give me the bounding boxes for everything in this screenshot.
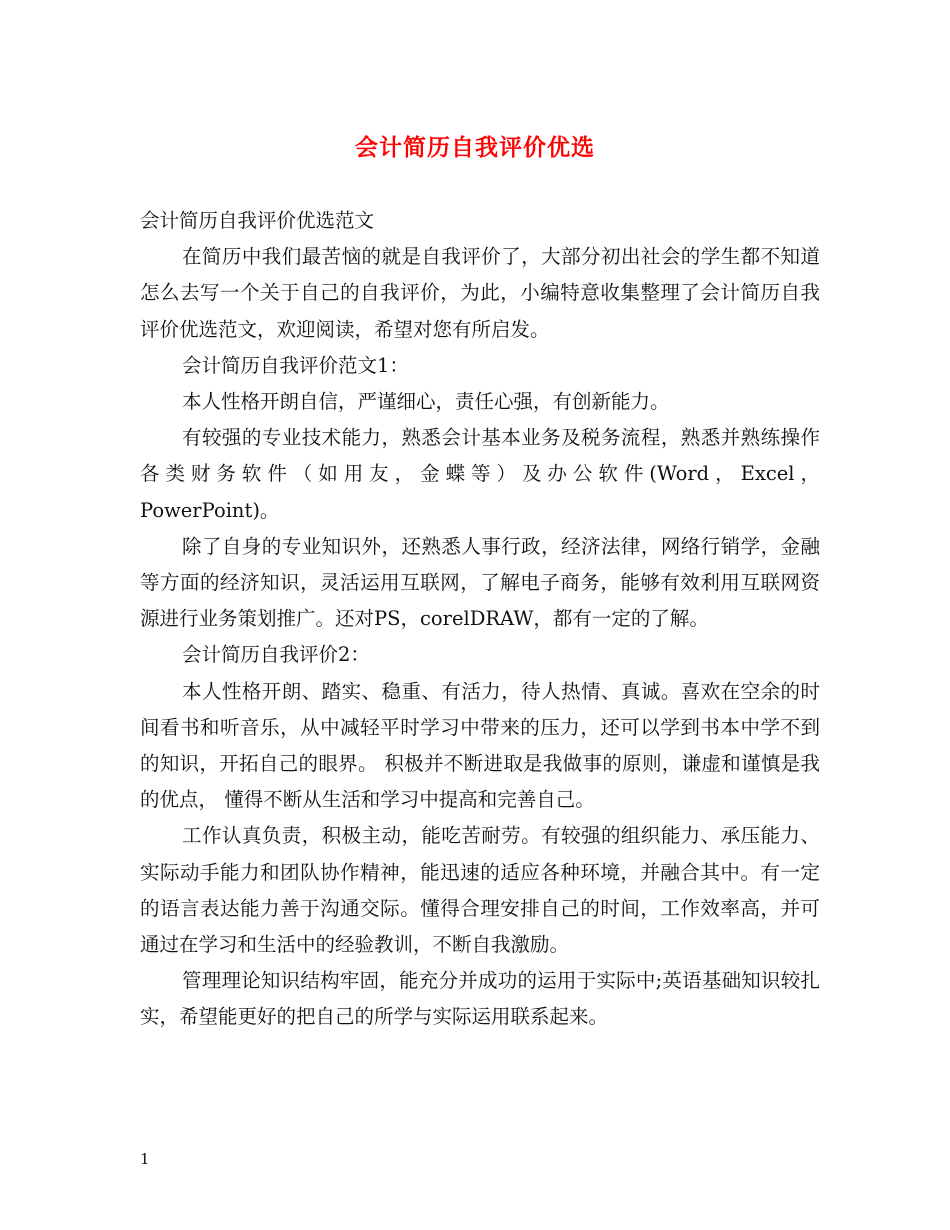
document-title: 会计简历自我评价优选 (355, 134, 595, 161)
page-number: 1 (140, 1150, 150, 1168)
sample-1-paragraph-3: 除了自身的专业知识外，还熟悉人事行政，经济法律，网络行销学，金融等方面的经济知识，灵活运用互联网，了解电子商务，能够有效利用互联网资源进行业务策划推广。还对PS，corelDRAW，都有一定的了解。 (140, 534, 820, 631)
sample-2-paragraph-1: 本人性格开朗、踏实、稳重、有活力，待人热情、真诚。喜欢在空余的时间看书和听音乐，从中减轻平时学习中带来的压力，还可以学到书本中学不到的知识，开拓自己的眼界。 积极并不断进取是我做事的原则，谦虚和谨慎是我的优点， 懂得不断从生活和学习中提高和完善自己。 (140, 679, 820, 812)
sample-1-paragraph-2: 有较强的专业技术能力，熟悉会计基本业务及税务流程，熟悉并熟练操作各类财务软件（如用友，金蝶等）及办公软件(Word，Excel，PowerPoint)。 (140, 426, 820, 522)
sample-1-heading: 会计简历自我评价范文1： (182, 353, 409, 377)
sample-2-heading: 会计简历自我评价2： (182, 643, 370, 667)
document-body (140, 203, 820, 1036)
sample-2-paragraph-2: 工作认真负责，积极主动，能吃苦耐劳。有较强的组织能力、承压能力、实际动手能力和团队协作精神，能迅速的适应各种环境，并融合其中。有一定的语言表达能力善于沟通交际。懂得合理安排自己的时间，工作效率高，并可通过在学习和生活中的经验教训，不断自我激励。 (140, 824, 820, 957)
sample-2-paragraph-3: 管理理论知识结构牢固，能充分并成功的运用于实际中;英语基础知识较扎实，希望能更好的把自己的所学与实际运用联系起来。 (140, 969, 820, 1029)
subtitle-paragraph: 会计简历自我评价优选范文 (140, 209, 375, 232)
intro-paragraph: 在简历中我们最苦恼的就是自我评价了，大部分初出社会的学生都不知道怎么去写一个关于自己的自我评价，为此，小编特意收集整理了会计简历自我评价优选范文，欢迎阅读，希望对您有所启发。 (140, 245, 820, 341)
sample-1-paragraph-1: 本人性格开朗自信，严谨细心，责任心强，有创新能力。 (182, 390, 670, 414)
